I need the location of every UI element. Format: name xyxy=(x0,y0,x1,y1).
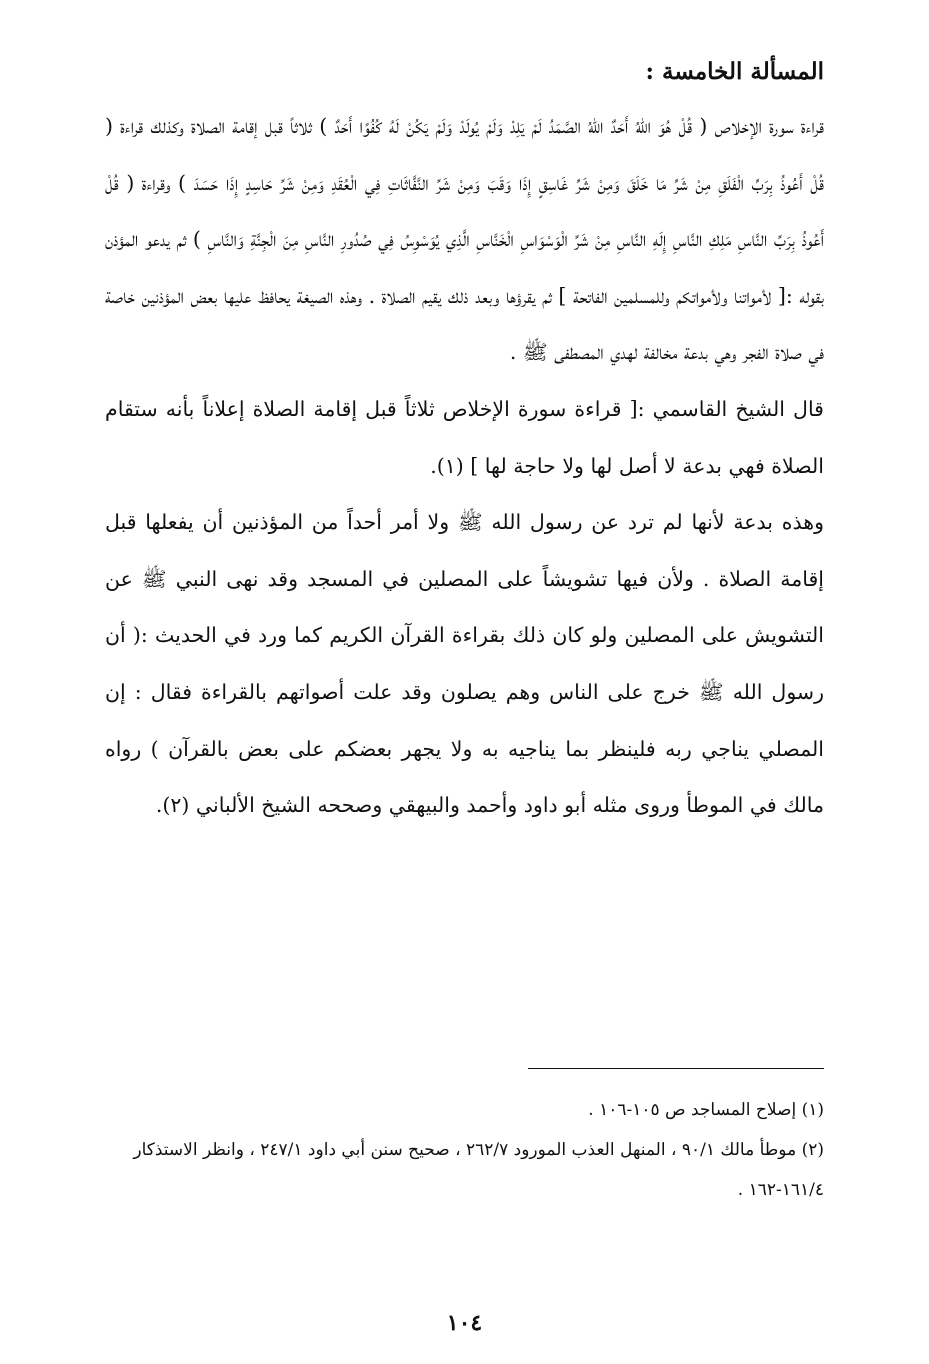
paragraph-qasimi-quote: قال الشيخ القاسمي :[ قراءة سورة الإخلاص ثلاثاً قبل إقامة الصلاة إعلاناً بأنه ستقام الصلاة فهي بدعة لا أصل لها ولا حاجة لها ] (١). xyxy=(105,396,824,478)
footnote-divider xyxy=(528,1068,824,1069)
paragraph-recitation: قراءة سورة الإخلاص ( قُلْ هُوَ اللهُ أَحَدٌ اللهُ الصَّمَدُ لَمْ يَلِدْ وَلَمْ يُولَدْ وَلَمْ يَكُنْ لَهُ كُفُوًا أَحَدٌ ) ثلاثاً قبل إقامة الصلاة وكذلك قراءة ( قُلْ أَعُوذُ بِرَبِّ الْفَلَقِ مِنْ شَرِّ مَا خَلَقَ وَمِنْ شَرِّ غَاسِقٍ إِذَا وَقَبَ وَمِنْ شَرِّ النَّفَّاثَاتِ فِي الْعُقَدِ وَمِنْ شَرِّ حَاسِدٍ إِذَا حَسَدَ ) وقراءة ( قُلْ أَعُوذُ بِرَبِّ النَّاسِ مَلِكِ النَّاسِ إِلَهِ النَّاسِ مِنْ شَرِّ الْوَسْوَاسِ الْخَنَّاسِ الَّذِي يُوَسْوِسُ فِي صُدُورِ النَّاسِ مِنَ الْجِنَّةِ وَالنَّاسِ ) ثم يدعو المؤذن بقوله :[ لأمواتنا ولأمواتكم وللمسلمين الفاتحة ] ثم يقرؤها وبعد ذلك يقيم الصلاة . وهذه الصيغة يحافظ عليها بعض المؤذنين خاصة في صلاة الفجر وهي بدعة مخالفة لهدي المصطفى ﷺ . xyxy=(105,114,824,365)
footnote-1: (١) إصلاح المساجد ص ١٠٥-١٠٦ . xyxy=(588,1100,824,1120)
footnotes xyxy=(105,1090,824,1210)
main-text xyxy=(105,98,824,834)
paragraph-ruling: وهذه بدعة لأنها لم ترد عن رسول الله ﷺ ولا أمر أحداً من المؤذنين أن يفعلها قبل إقامة الصلاة . ولأن فيها تشويشاً على المصلين في المسجد وقد نهى النبي ﷺ عن التشويش على المصلين ولو كان ذلك بقراءة القرآن الكريم كما ورد في الحديث :( أن رسول الله ﷺ خرج على الناس وهم يصلون وقد علت أصواتهم بالقراءة فقال : إن المصلي يناجي ربه فلينظر بما يناجيه به ولا يجهر بعضكم على بعض بالقرآن ) رواه مالك في الموطأ وروى مثله أبو داود وأحمد والبيهقي وصححه الشيخ الألباني (٢). xyxy=(105,510,824,818)
footnote-2: (٢) موطأ مالك ٩٠/١ ، المنهل العذب المورود ٢٦٢/٧ ، صحيح سنن أبي داود ٢٤٧/١ ، وانظر الاستذكار ١٦١/٤-١٦٢ . xyxy=(133,1140,824,1200)
section-heading: المسألة الخامسة : xyxy=(645,58,824,85)
page-number: ١٠٤ xyxy=(446,1310,483,1336)
